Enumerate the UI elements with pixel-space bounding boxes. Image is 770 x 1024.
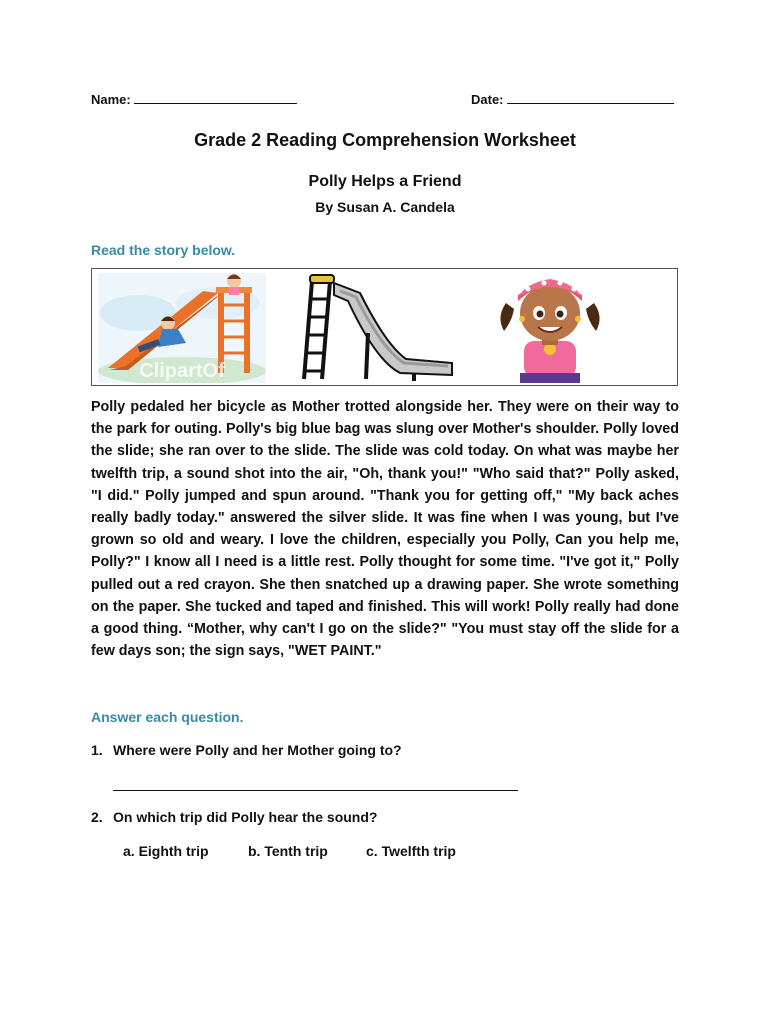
worksheet-title: Grade 2 Reading Comprehension Worksheet [194,130,576,150]
question-2-number: 2. [91,809,103,825]
name-label: Name: [91,92,131,107]
date-label: Date: [471,92,504,107]
read-instruction: Read the story below. [91,242,236,258]
question-2-options [123,843,456,859]
date-field[interactable] [471,92,674,107]
watermark-text: ClipartOf [139,360,225,382]
option-c[interactable]: c. Twelfth trip [366,843,456,859]
answer-instruction: Answer each question. [91,709,244,725]
question-1-text: Where were Polly and her Mother going to? [113,742,402,758]
story-title: Polly Helps a Friend [308,173,462,190]
name-field[interactable] [91,92,297,107]
name-blank-line[interactable] [134,92,297,104]
question-2 [91,809,377,825]
story-author: By Susan A. Candela [315,199,455,215]
story-images [91,268,678,386]
date-blank-line[interactable] [507,92,674,104]
playground-slide [296,273,458,383]
girl-with-bandana [490,273,610,383]
question-1-number: 1. [91,742,103,758]
story-text: Polly pedaled her bicycle as Mother trotted alongside her. They were on their way to the park for outing. Polly's big blue bag was slung over Mother's shoulder. Polly loved the slide; she ran over to the slide. The slide was cold today. On what was maybe her twelfth trip, a sound shot into the air, "Oh, thank you!" "Who said that?" Polly asked, "I did." Polly jumped and spun around. "Thank you for getting off," "My back aches really badly today." answered the silver slide. It was fine when I was young, but I've grown so old and weary. I love the children, especially you Polly, Can you help me, Polly?" I know all I need is a little rest. Polly thought for some time. "I've got it," Polly pulled out a red crayon. She then snatched up a drawing paper. She wrote something on the paper. She tucked and taped and finished. This will work! Polly really had done a good thing. “Mother, why can't I go on the slide?" "You must stay off the slide for a few days son; the sign says, "WET PAINT." [91,399,679,660]
question-1 [91,742,402,758]
question-2-text: On which trip did Polly hear the sound? [113,809,378,825]
option-b[interactable]: b. Tenth trip [248,843,328,859]
question-1-answer-line[interactable] [113,790,518,791]
option-a[interactable]: a. Eighth trip [123,843,209,859]
children-on-slide-clipart [98,273,266,383]
